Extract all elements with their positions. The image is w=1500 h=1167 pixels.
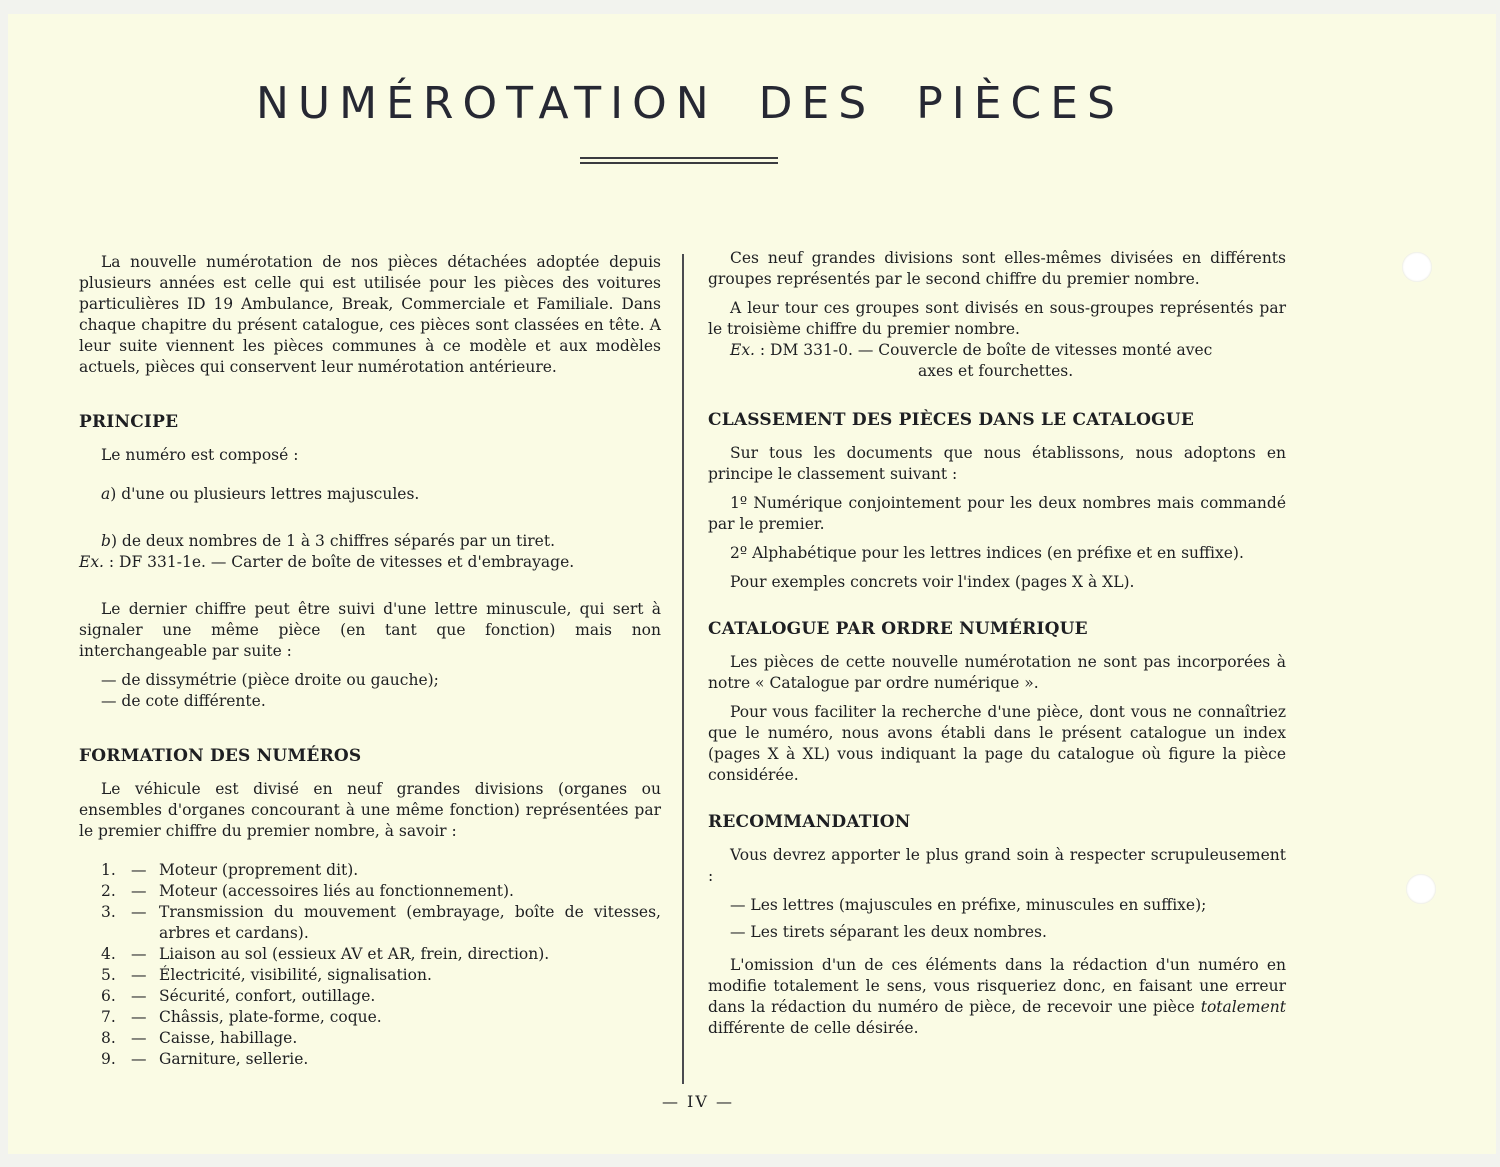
- recommandation-paragraph-2: L'omission d'un de ces éléments dans la rédaction d'un numéro en modifie totalement le sens, vous risqueriez donc, en faisant une erreur dans la rédaction du numéro de pièce, de recevoir une pièce totalement différente de celle désirée.: [708, 956, 1286, 1037]
- page-number: — IV —: [661, 1092, 735, 1111]
- formation-paragraph: Le véhicule est divisé en neuf grandes divisions (organes ou ensembles d'organes concourant à une même fonction) représentées par le premier chiffre du premier nombre, à savoir :: [79, 780, 661, 840]
- principe-item-b: b) de deux nombres de 1 à 3 chiffres séparés par un tiret.: [101, 532, 556, 550]
- principe-paragraph-1: Le numéro est composé :: [101, 446, 299, 464]
- punch-hole-top: [1402, 252, 1432, 282]
- principe-item-a: a) d'une ou plusieurs lettres majuscules.: [101, 485, 420, 503]
- list-item: — de dissymétrie (pièce droite ou gauche);: [101, 671, 439, 689]
- document-page: [8, 14, 1496, 1154]
- classement-paragraph-4: Pour exemples concrets voir l'index (pages X à XL).: [730, 573, 1135, 591]
- division-item: 6. — Sécurité, confort, outillage.: [101, 987, 376, 1005]
- catalogue-heading: CATALOGUE PAR ORDRE NUMÉRIQUE: [708, 619, 1088, 639]
- punch-hole-bottom: [1406, 874, 1436, 904]
- list-item: — Les tirets séparant les deux nombres.: [730, 923, 1047, 941]
- formation-heading: FORMATION DES NUMÉROS: [79, 746, 362, 766]
- column-divider: [682, 254, 684, 1084]
- page-title: NUMÉROTATION DES PIÈCES: [256, 78, 1124, 129]
- principe-list: [79, 670, 661, 712]
- division-item: 4. — Liaison au sol (essieux AV et AR, frein, direction).: [101, 945, 550, 963]
- classement-heading: CLASSEMENT DES PIÈCES DANS LE CATALOGUE: [708, 410, 1195, 430]
- subgroups-paragraph: A leur tour ces groupes sont divisés en sous-groupes représentés par le troisième chiffre du premier nombre.: [708, 299, 1286, 338]
- list-item: — de cote différente.: [101, 692, 266, 710]
- recommandation-list: [708, 895, 1286, 943]
- recommandation-paragraph-1: Vous devrez apporter le plus grand soin à respecter scrupuleusement :: [708, 846, 1286, 885]
- groups-paragraph: Ces neuf grandes divisions sont elles-mêmes divisées en différents groupes représentés par le second chiffre du premier nombre.: [708, 249, 1286, 288]
- catalogue-paragraph-2: Pour vous faciliter la recherche d'une pièce, dont vous ne connaîtriez que le numéro, nous avons établi dans le présent catalogue un index (pages X à XL) vous indiquant la page du catalogue où figure la pièce considérée.: [708, 703, 1286, 784]
- catalogue-paragraph-1: Les pièces de cette nouvelle numérotation ne sont pas incorporées à notre « Catalogue par ordre numérique ».: [708, 653, 1286, 692]
- list-item: — Les lettres (majuscules en préfixe, minuscules en suffixe);: [730, 896, 1207, 914]
- division-item: 3. — Transmission du mouvement (embrayage, boîte de vitesses, arbres et cardans).: [101, 903, 661, 942]
- right-column: [708, 248, 1286, 1047]
- classement-paragraph-1: Sur tous les documents que nous établissons, nous adoptons en principe le classement suivant :: [708, 444, 1286, 483]
- divisions-list: [79, 860, 661, 1070]
- principe-example: Ex. : DF 331-1e. — Carter de boîte de vitesses et d'embrayage.: [79, 553, 575, 571]
- classement-paragraph-2: 1º Numérique conjointement pour les deux nombres mais commandé par le premier.: [708, 494, 1286, 533]
- title-double-rule: [580, 157, 778, 164]
- division-item: 1. — Moteur (proprement dit).: [101, 861, 359, 879]
- division-item: 2. — Moteur (accessoires liés au fonctionnement).: [101, 882, 514, 900]
- principe-paragraph-2: Le dernier chiffre peut être suivi d'une lettre minuscule, qui sert à signaler une même pièce (en tant que fonction) mais non interchangeable par suite :: [79, 600, 661, 660]
- left-column: [79, 252, 661, 1070]
- division-item: 8. — Caisse, habillage.: [101, 1029, 298, 1047]
- division-item: 7. — Châssis, plate-forme, coque.: [101, 1008, 382, 1026]
- division-item: 5. — Électricité, visibilité, signalisation.: [101, 966, 432, 984]
- subgroups-example: Ex. : DM 331-0. — Couvercle de boîte de vitesses monté avec axes et fourchettes.: [730, 341, 1213, 380]
- principe-heading: PRINCIPE: [79, 412, 179, 432]
- intro-paragraph: La nouvelle numérotation de nos pièces détachées adoptée depuis plusieurs années est celle qui est utilisée pour les pièces des voitures particulières ID 19 Ambulance, Break, Commerciale et Familiale. Dans chaque chapitre du présent catalogue, ces pièces sont classées en tête. A leur suite viennent les pièces communes à ce modèle et aux modèles actuels, pièces qui conservent leur numérotation antérieure.: [79, 253, 661, 376]
- classement-paragraph-3: 2º Alphabétique pour les lettres indices (en préfixe et en suffixe).: [730, 544, 1244, 562]
- recommandation-heading: RECOMMANDATION: [708, 812, 911, 832]
- division-item: 9. — Garniture, sellerie.: [101, 1050, 309, 1068]
